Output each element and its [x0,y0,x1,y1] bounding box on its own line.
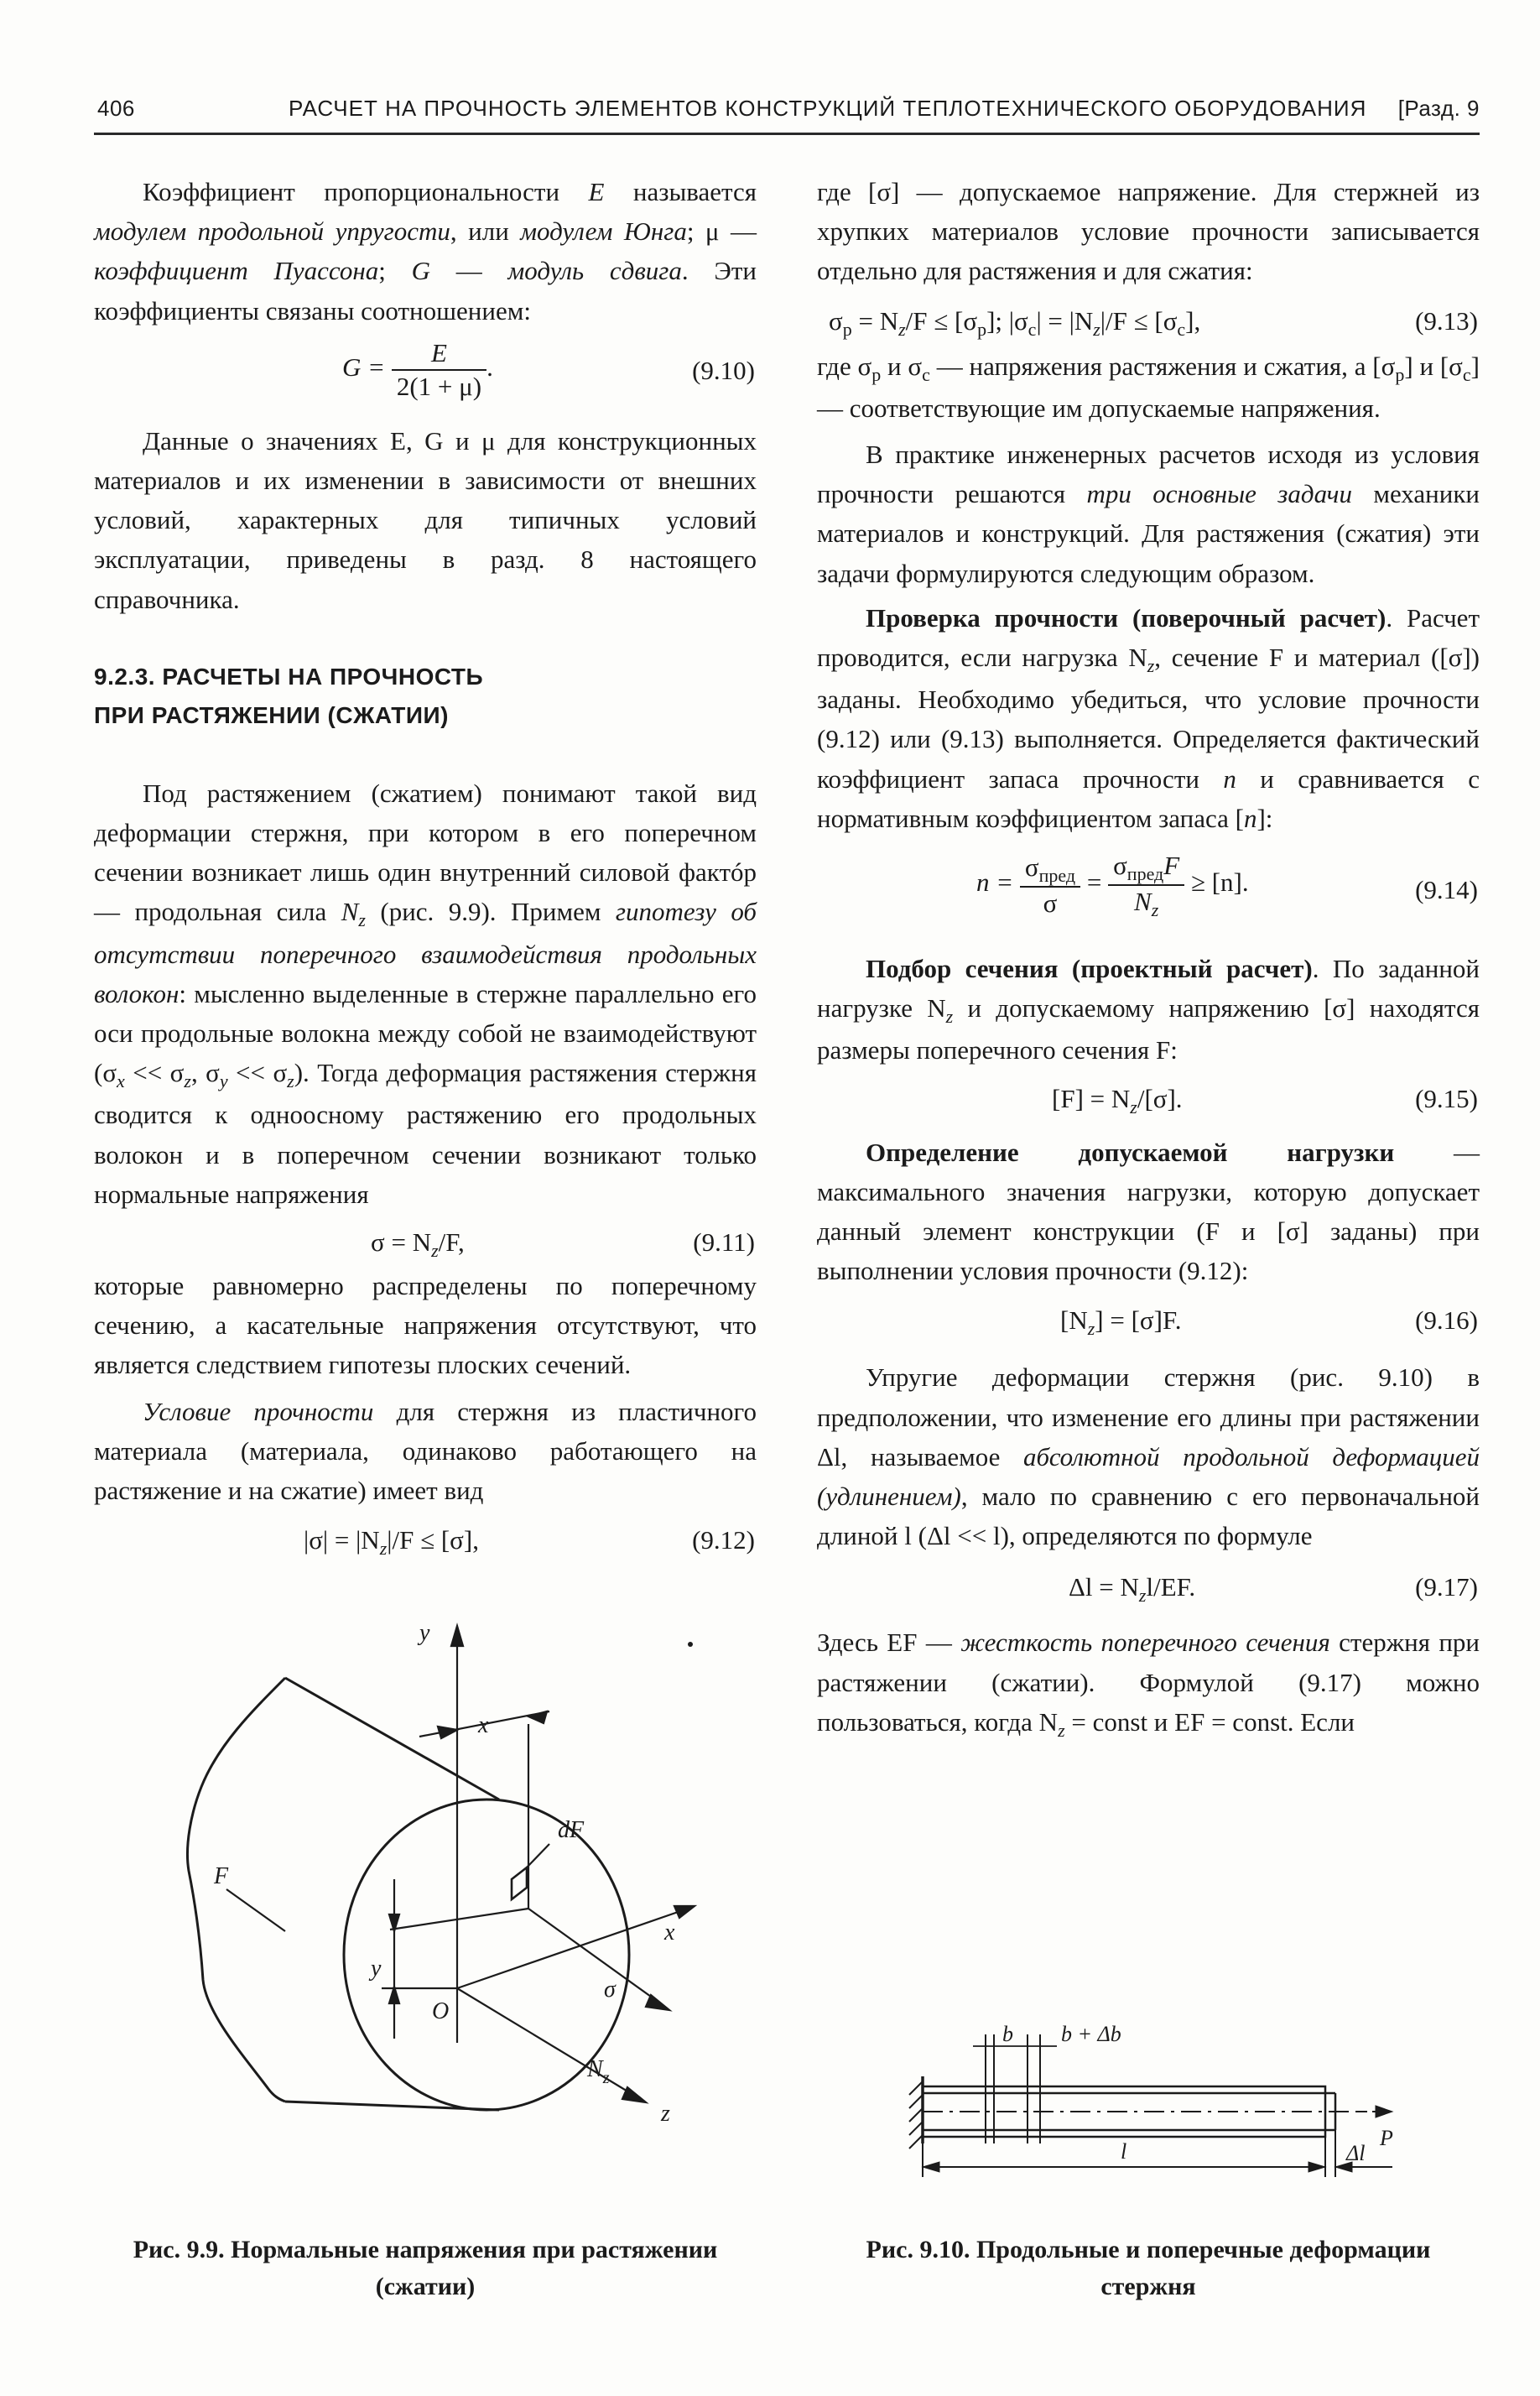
rod-left-irregular-end [187,1678,285,2102]
equation-9-15: $[F] = N_z/[\sigma]$. (9.15) [1052,1083,1478,1117]
page-number: 406 [97,96,135,121]
df-element [512,1867,527,1899]
label-x-axis: x [664,1919,675,1945]
equation-9-13: $\sigma_р = N_z/F \le [\sigma_р]$; $|\sigma_с| = |N_z|/F \le [\sigma_с]$, (9.13) [829,305,1478,340]
running-header [94,91,1480,135]
rod-top-edge [285,1678,499,1800]
label-x-dim: x [478,1712,489,1738]
z-axis [457,1988,637,2097]
paragraph-tension-compression-stress: где $\sigma_р$ и $\sigma_с$ — напряжения растяжения и сжатия, а $[\sigma_р]$ и $[\sigma_с]$ — соответствующие им допускаемые напряжения. [817,351,1480,423]
figure-9-10-rod-deformation [889,2018,1409,2185]
force-arrow [1376,2106,1392,2117]
cross-section-ellipse [344,1800,629,2110]
label-y-axis: y [419,1620,430,1646]
section-label: [Разд. 9 [1397,96,1480,121]
label-l: l [1121,2139,1127,2164]
label-P: P [1380,2126,1393,2150]
label-z-axis: z [661,2101,670,2127]
paragraph-section-design: Подбор сечения (проектный расчет). По заданной нагрузке $N_z$ и допускаемому напряжению [σ] находятся размеры поперечного сечения F: [817,954,1480,1065]
equation-9-16: $[N_z] = [\sigma]F$. (9.16) [1060,1305,1478,1340]
x-axis [457,1909,688,1988]
label-b-plus-db: b + Δb [1061,2022,1121,2046]
x-axis-arrow [674,1906,695,1918]
label-sigma: σ [604,1977,616,2003]
paragraph-tension-definition: Под растяжением (сжатием) понимают такой вид деформации стержня, при котором в его поперечном сечении возникает лишь один внутренний силовой фактóр — продольная сила $N_z$ (рис. 9.9). Примем гипотезу об отсутствии поперечного взаимодействия продольных волокон: мысленно выделенные в стержне параллельно его оси продольные волокна между собой не взаимодействуют ($\sigma_x << \sigma_z$, $\sigma_y << \sigma_z$). Тогда деформация растяжения стержня сводится к одноосному растяжению его продольных волокон и в поперечном сечении возникают только нормальные напряжения [94,778,757,1209]
label-origin: O [432,1998,450,2024]
z-axis-arrow [622,2087,646,2102]
running-title: РАСЧЕТ НА ПРОЧНОСТЬ ЭЛЕМЕНТОВ КОНСТРУКЦИЙ ТЕПЛОТЕХНИЧЕСКОГО ОБОРУДОВАНИЯ [289,96,1367,121]
label-F: F [214,1863,229,1889]
equation-9-12: $|\sigma| = |N_z|/F \le [\sigma]$, (9.12) [304,1525,755,1560]
paragraph-strength-condition: Условие прочности для стержня из пластичного материала (материала, одинаково работающего на растяжение и на сжатие) имеет вид [94,1396,757,1506]
paragraph-elastic-modulus: Коэффициент пропорциональности E называется модулем продольной упругости, или модулем Юнга; μ — коэффициент Пуассона; G — модуль сдвига. Эти коэффициенты связаны соотношением: [94,177,757,326]
paragraph-three-tasks: В практике инженерных расчетов исходя из условия прочности решаются три основные задачи механики материалов и конструкций. Для растяжения (сжатия) эти задачи формулируются следующим образом. [817,440,1480,588]
paragraph-uniform-distribution: которые равномерно распределены по поперечному сечению, а касательные напряжения отсутствуют, что является следствием гипотезы плоских сечений. [94,1271,757,1380]
paragraph-strength-check: Проверка прочности (поверочный расчет). Расчет проводится, если нагрузка $N_z$, сечение F и материал ([σ]) заданы. Необходимо убедиться, что условие прочности (9.12) или (9.13) выполняется. Определяется фактический коэффициент запаса прочности n и сравнивается с нормативным коэффициентом запаса [n]: [817,602,1480,833]
equation-9-10: G = $\frac{E}{2(1 + \mu)}$ . (9.10) [342,337,755,401]
paragraph-material-data: Данные о значениях E, G и μ для конструкционных материалов и их изменении в зависимости от внешних условий, характерных для типичных условий эксплуатации, приведены в разд. 8 настоящего справочника. [94,425,757,614]
left-column [94,172,757,1564]
label-Nz: $N_z$ [587,2056,610,2087]
f-leader [226,1889,285,1931]
paragraph-allowable-stress: где [σ] — допускаемое напряжение. Для стержней из хрупких материалов условие прочности записывается отдельно для растяжения и для сжатия: [817,177,1480,286]
y-axis-arrow [451,1626,463,1646]
equation-number: (9.10) [692,355,755,385]
sigma-arrow [646,1995,669,2010]
figure-9-9-normal-stresses [168,1619,738,2139]
label-y-dim: y [371,1956,382,1982]
label-dl: Δl [1346,2141,1366,2165]
label-b: b [1002,2022,1013,2046]
right-column [817,172,1480,1744]
equation-9-11: $\sigma = N_z/F$, (9.11) [371,1227,755,1262]
paragraph-elastic-deformation: Упругие деформации стержня (рис. 9.10) в предположении, что изменение его длины при растяжении Δl, называемое абсолютной продольной деформацией (удлинением), мало по сравнению с его первоначальной длиной l (Δl << l), определяются по формуле [817,1362,1480,1551]
paragraph-allowable-load: Определение допускаемой нагрузки — максимального значения нагрузки, которую допускает данный элемент конструкции (F и [σ] заданы) при выполнении условия прочности (9.12): [817,1137,1480,1286]
equation-9-17: $\Delta l = N_zl/EF$. (9.17) [1069,1572,1478,1607]
section-heading: 9.2.3. РАСЧЕТЫ НА ПРОЧНОСТЬ ПРИ РАСТЯЖЕНИИ (СЖАТИИ) [94,663,484,728]
df-leader [527,1844,549,1867]
y-dim-ext-upper [390,1909,528,1930]
paragraph-section-stiffness: Здесь EF — жесткость поперечного сечения стержня при растяжении (сжатии). Формулой (9.17) можно пользоваться, когда $N_z$ = const и EF = const. Если [817,1628,1480,1741]
label-df: dF [558,1817,585,1843]
caption-figure-9-9: Рис. 9.9. Нормальные напряжения при растяжении (сжатии) [133,2236,718,2300]
caption-figure-9-10: Рис. 9.10. Продольные и поперечные деформации стержня [866,2236,1431,2300]
equation-9-14: n = $\frac{\sigma_{пред}}{\sigma}$ = $\frac{\sigma_{пред}F}{N_z}$ ≥ [n]. (9.14) [976,851,1478,921]
